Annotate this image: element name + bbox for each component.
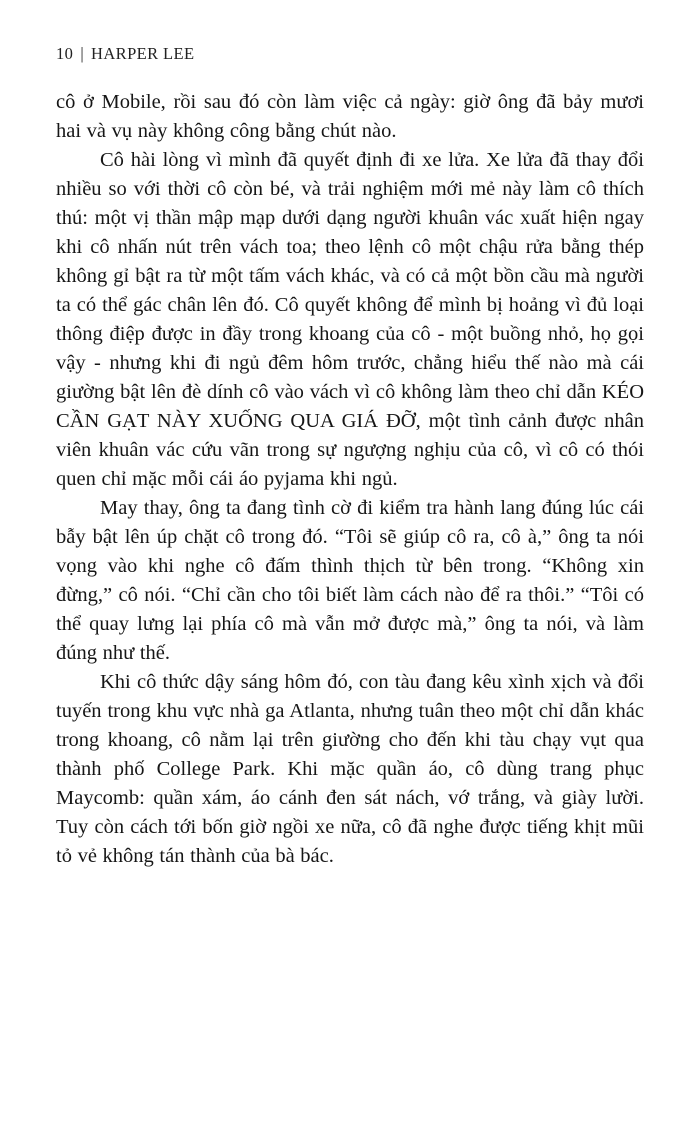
header-author: HARPER LEE <box>91 44 195 63</box>
header-separator: | <box>80 44 85 63</box>
paragraph: May thay, ông ta đang tình cờ đi kiểm tra hành lang đúng lúc cái bẫy bật lên úp chặt cô trong đó. “Tôi sẽ giúp cô ra, cô à,” ông ta nói vọng vào khi nghe cô đấm thình thịch từ bên trong. “Không xin đừng,” cô nói. “Chỉ cần cho tôi biết làm cách nào để ra thôi.” “Tôi có thể quay lưng lại phía cô mà vẫn mở được mà,” ông ta nói, và làm đúng như thế. <box>56 497 644 664</box>
page-header <box>56 44 644 64</box>
paragraph: Khi cô thức dậy sáng hôm đó, con tàu đang kêu xình xịch và đổi tuyến trong khu vực nhà ga Atlanta, nhưng tuân theo một chỉ dẫn khác trong khoang, cô nằm lại trên giường cho đến khi tàu chạy vụt qua thành phố College Park. Khi mặc quần áo, cô dùng trang phục Maycomb: quần xám, áo cánh đen sát nách, vớ trắng, và giày lười. Tuy còn cách tới bốn giờ ngồi xe nữa, cô đã nghe được tiếng khịt mũi tỏ vẻ không tán thành của bà bác. <box>56 671 644 867</box>
paragraph: Cô hài lòng vì mình đã quyết định đi xe lửa. Xe lửa đã thay đổi nhiều so với thời cô còn bé, và trải nghiệm mới mẻ này làm cô thích thú: một vị thần mập mạp dưới dạng người khuân vác xuất hiện ngay khi cô nhấn nút trên vách toa; theo lệnh cô một chậu rửa bằng thép không gỉ bật ra từ một tấm vách khác, và có cả một bồn cầu mà người ta có thể gác chân lên đó. Cô quyết không để mình bị hoảng vì đủ loại thông điệp được in đầy trong khoang của cô - một buồng nhỏ, họ gọi vậy - nhưng khi đi ngủ đêm hôm trước, chẳng hiểu thế nào mà cái giường bật lên đè dính cô vào vách vì cô không làm theo chỉ dẫn KÉO CẦN GẠT NÀY XUỐNG QUA GIÁ ĐỠ, một tình cảnh được nhân viên khuân vác cứu vãn trong sự ngượng nghịu của cô, vì cô có thói quen chỉ mặc mỗi cái áo pyjama khi ngủ. <box>56 149 644 490</box>
paragraph-continuation: cô ở Mobile, rồi sau đó còn làm việc cả ngày: giờ ông đã bảy mươi hai và vụ này không công bằng chút nào. <box>56 91 644 142</box>
page-body <box>56 88 644 871</box>
page-number: 10 <box>56 44 74 63</box>
